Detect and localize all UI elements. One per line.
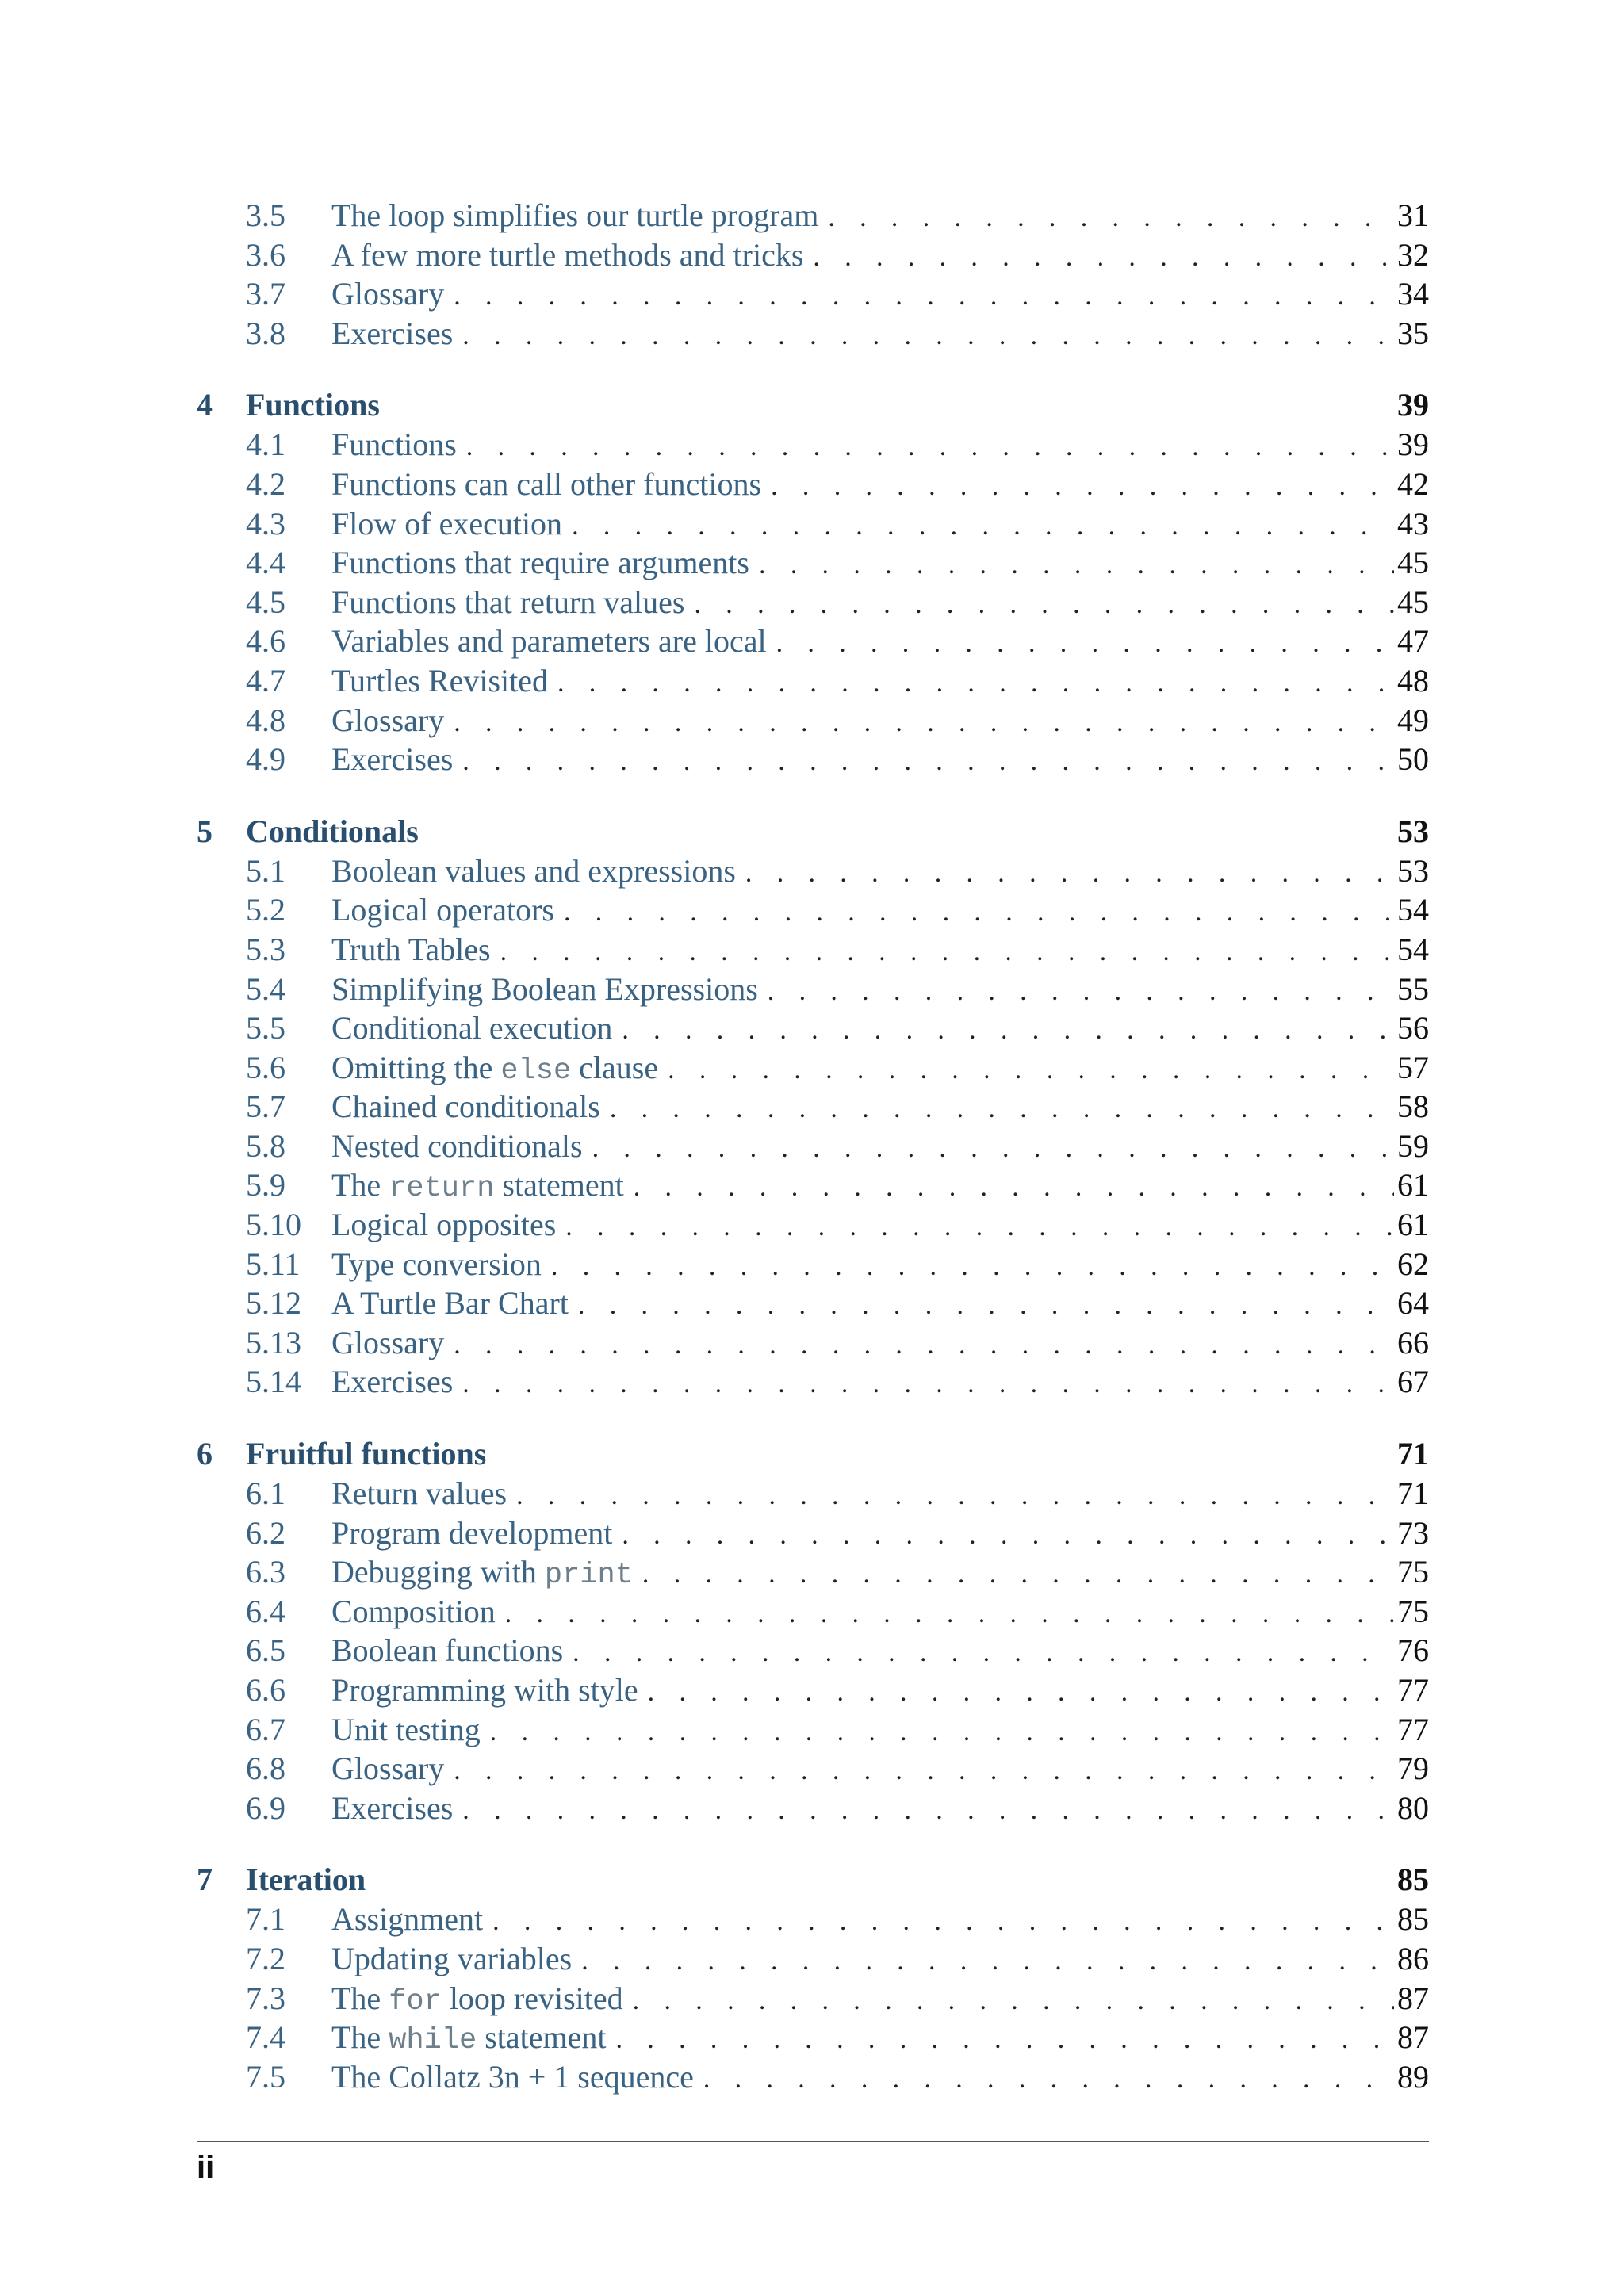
- section-number: 4.6: [246, 623, 285, 660]
- section-page-number: 86: [1397, 1940, 1429, 1976]
- section-title-text: clause: [571, 1049, 659, 1085]
- toc-entry-4.4[interactable]: [197, 544, 1429, 584]
- dot-leader: [454, 702, 1394, 739]
- toc-entry-5.9[interactable]: [197, 1166, 1429, 1206]
- chapter-title[interactable]: Iteration: [246, 1862, 366, 1898]
- dot-leader: [776, 622, 1394, 660]
- section-page-number: 71: [1397, 1475, 1429, 1512]
- section-title-text: loop revisited: [441, 1980, 623, 2016]
- toc-entry-6.3[interactable]: [197, 1553, 1429, 1593]
- section-number: 5.9: [246, 1167, 285, 1203]
- toc-chapter-4[interactable]: [197, 386, 1429, 426]
- section-page-number: 54: [1397, 931, 1429, 967]
- section-number: 7.2: [246, 1940, 285, 1976]
- section-title[interactable]: The loop simplifies our turtle program: [331, 197, 819, 233]
- section-title[interactable]: Functions can call other functions: [331, 465, 762, 502]
- section-title[interactable]: Updating variables: [331, 1940, 573, 1976]
- toc-entry-5.1[interactable]: [197, 852, 1429, 892]
- toc-chapter-6[interactable]: [197, 1435, 1429, 1475]
- section-page-number: 47: [1397, 623, 1429, 660]
- chapter-page-number: 53: [1397, 813, 1429, 849]
- section-title[interactable]: Programming with style: [331, 1672, 638, 1708]
- toc-entry-6.8[interactable]: [197, 1750, 1429, 1789]
- chapter-title[interactable]: Conditionals: [246, 813, 419, 849]
- dot-leader: [462, 740, 1394, 778]
- dot-leader: [565, 1206, 1394, 1243]
- section-title[interactable]: [331, 1980, 633, 2019]
- section-page-number: 67: [1397, 1364, 1429, 1400]
- section-number: 4.2: [246, 465, 285, 502]
- dot-leader: [500, 931, 1394, 968]
- toc-entry-3.8[interactable]: [197, 315, 1429, 354]
- toc-entry-6.6[interactable]: [197, 1671, 1429, 1711]
- section-page-number: 31: [1397, 197, 1429, 233]
- chapter-page-number: 39: [1397, 387, 1429, 423]
- section-page-number: 89: [1397, 2058, 1429, 2095]
- toc-entry-5.8[interactable]: [197, 1127, 1429, 1167]
- toc-entry-6.1[interactable]: [197, 1475, 1429, 1514]
- dot-leader: [454, 1324, 1394, 1361]
- section-number: 7.1: [246, 1901, 285, 1938]
- section-number: 6.4: [246, 1593, 285, 1629]
- dot-leader: [581, 1940, 1394, 1977]
- section-page-number: 34: [1397, 276, 1429, 312]
- toc-entry-5.11[interactable]: [197, 1246, 1429, 1285]
- section-number: 6.1: [246, 1475, 285, 1512]
- section-number: 6.2: [246, 1514, 285, 1551]
- section-title[interactable]: Assignment: [331, 1901, 484, 1938]
- dot-leader: [592, 1127, 1394, 1165]
- dot-leader: [462, 315, 1394, 352]
- section-page-number: 56: [1397, 1010, 1429, 1047]
- section-number: 5.4: [246, 970, 285, 1007]
- section-number: 5.1: [246, 852, 285, 889]
- toc-entry-4.5[interactable]: [197, 584, 1429, 623]
- dot-leader: [573, 1632, 1394, 1669]
- section-page-number: 42: [1397, 465, 1429, 502]
- toc-entry-5.13[interactable]: [197, 1324, 1429, 1364]
- toc-entry-5.5[interactable]: [197, 1009, 1429, 1049]
- toc-entry-7.4[interactable]: [197, 2019, 1429, 2058]
- section-title[interactable]: Glossary: [331, 1324, 445, 1360]
- section-title[interactable]: Logical opposites: [331, 1207, 557, 1243]
- section-title[interactable]: Glossary: [331, 1751, 445, 1787]
- dot-leader: [610, 1088, 1394, 1125]
- dot-leader: [813, 236, 1394, 274]
- section-number: 5.13: [246, 1324, 301, 1360]
- page-footer: [197, 2141, 1429, 2186]
- section-page-number: 61: [1397, 1167, 1429, 1203]
- toc-entry-6.2[interactable]: [197, 1514, 1429, 1554]
- section-page-number: 73: [1397, 1514, 1429, 1551]
- section-number: 6.8: [246, 1751, 285, 1787]
- section-number: 4.1: [246, 427, 285, 463]
- toc-entry-7.1[interactable]: [197, 1900, 1429, 1940]
- section-title[interactable]: Exercises: [331, 1364, 454, 1400]
- section-page-number: 79: [1397, 1751, 1429, 1787]
- section-number: 3.6: [246, 236, 285, 273]
- section-title[interactable]: Variables and parameters are local: [331, 623, 767, 660]
- chapter-number: 4: [197, 387, 213, 423]
- dot-leader: [622, 1514, 1394, 1552]
- section-number: 6.7: [246, 1711, 285, 1747]
- section-page-number: 45: [1397, 545, 1429, 581]
- section-page-number: 80: [1397, 1789, 1429, 1826]
- section-number: 7.4: [246, 2019, 285, 2056]
- section-title[interactable]: Flow of execution: [331, 505, 563, 541]
- section-title-text: statement: [494, 1167, 624, 1203]
- section-title[interactable]: Exercises: [331, 1789, 454, 1826]
- section-title-code: else: [500, 1054, 572, 1088]
- section-title-code: print: [544, 1559, 633, 1593]
- dot-leader: [771, 465, 1394, 503]
- section-page-number: 87: [1397, 1980, 1429, 2016]
- section-title[interactable]: Simplifying Boolean Expressions: [331, 970, 758, 1007]
- dot-leader: [694, 584, 1394, 621]
- section-title[interactable]: Conditional execution: [331, 1010, 613, 1047]
- section-title[interactable]: Type conversion: [331, 1246, 542, 1282]
- section-number: 6.9: [246, 1789, 285, 1826]
- section-number: 7.3: [246, 1980, 285, 2016]
- section-page-number: 35: [1397, 315, 1429, 351]
- section-title[interactable]: Composition: [331, 1593, 496, 1629]
- section-number: 7.5: [246, 2058, 285, 2095]
- section-page-number: 32: [1397, 236, 1429, 273]
- section-page-number: 66: [1397, 1324, 1429, 1360]
- chapter-title[interactable]: Fruitful functions: [246, 1436, 487, 1472]
- toc-entry-6.5[interactable]: [197, 1632, 1429, 1671]
- section-page-number: 58: [1397, 1089, 1429, 1125]
- dot-leader: [454, 1750, 1394, 1787]
- dot-leader: [516, 1475, 1394, 1512]
- section-page-number: 75: [1397, 1554, 1429, 1590]
- toc-entry-4.1[interactable]: [197, 426, 1429, 465]
- section-number: 5.5: [246, 1010, 285, 1047]
- dot-leader: [492, 1900, 1394, 1938]
- toc-entry-7.3[interactable]: [197, 1980, 1429, 2019]
- table-of-contents: [197, 197, 1429, 2097]
- toc-entry-6.7[interactable]: [197, 1711, 1429, 1751]
- section-page-number: 49: [1397, 702, 1429, 738]
- toc-entry-3.5[interactable]: [197, 197, 1429, 236]
- toc-entry-6.4[interactable]: [197, 1593, 1429, 1632]
- section-title[interactable]: A Turtle Bar Chart: [331, 1285, 569, 1322]
- section-title[interactable]: Return values: [331, 1475, 508, 1512]
- toc-entry-5.10[interactable]: [197, 1206, 1429, 1246]
- section-title-text: statement: [477, 2019, 607, 2056]
- section-number: 4.5: [246, 584, 285, 620]
- section-title[interactable]: Boolean values and expressions: [331, 852, 736, 889]
- section-title[interactable]: Chained conditionals: [331, 1089, 600, 1125]
- toc-entry-3.6[interactable]: [197, 236, 1429, 276]
- section-number: 5.8: [246, 1127, 285, 1164]
- dot-leader: [634, 1166, 1394, 1203]
- section-page-number: 77: [1397, 1672, 1429, 1708]
- section-title[interactable]: A few more turtle methods and tricks: [331, 236, 804, 273]
- section-page-number: 87: [1397, 2019, 1429, 2056]
- section-number: 5.14: [246, 1364, 301, 1400]
- section-title[interactable]: Boolean functions: [331, 1632, 564, 1669]
- dot-leader: [642, 1553, 1394, 1590]
- section-number: 5.6: [246, 1049, 285, 1085]
- section-title-code: return: [389, 1172, 495, 1206]
- section-page-number: 85: [1397, 1901, 1429, 1938]
- section-title[interactable]: Program development: [331, 1514, 613, 1551]
- dot-leader: [759, 544, 1394, 581]
- section-page-number: 62: [1397, 1246, 1429, 1282]
- section-title[interactable]: Functions that return values: [331, 584, 685, 620]
- section-page-number: 77: [1397, 1711, 1429, 1747]
- section-title[interactable]: [331, 1553, 642, 1592]
- section-title[interactable]: [331, 1049, 668, 1088]
- dot-leader: [572, 505, 1394, 542]
- toc-entry-6.9[interactable]: [197, 1789, 1429, 1829]
- toc-entry-5.4[interactable]: [197, 970, 1429, 1010]
- toc-entry-4.8[interactable]: [197, 702, 1429, 741]
- chapter-title[interactable]: Functions: [246, 387, 380, 423]
- section-title[interactable]: Truth Tables: [331, 931, 491, 967]
- chapter-page-number: 71: [1397, 1436, 1429, 1472]
- section-title[interactable]: Exercises: [331, 315, 454, 351]
- toc-entry-5.14[interactable]: [197, 1363, 1429, 1402]
- section-title[interactable]: The Collatz 3n + 1 sequence: [331, 2058, 694, 2095]
- toc-entry-5.3[interactable]: [197, 931, 1429, 970]
- dot-leader: [505, 1593, 1394, 1630]
- section-title-text: Omitting the: [331, 1049, 501, 1085]
- dot-leader: [745, 852, 1394, 890]
- section-number: 5.12: [246, 1285, 301, 1322]
- dot-leader: [454, 275, 1394, 312]
- section-title-text: The: [331, 1167, 389, 1203]
- toc-entry-4.9[interactable]: [197, 740, 1429, 780]
- section-number: 4.8: [246, 702, 285, 738]
- section-title[interactable]: Turtles Revisited: [331, 662, 548, 698]
- section-page-number: 55: [1397, 970, 1429, 1007]
- toc-chapter-7[interactable]: [197, 1861, 1429, 1900]
- section-number: 4.9: [246, 741, 285, 778]
- section-title[interactable]: [331, 2019, 616, 2057]
- section-number: 5.11: [246, 1246, 301, 1282]
- toc-entry-5.2[interactable]: [197, 891, 1429, 931]
- section-title-text: The: [331, 1980, 389, 2016]
- section-number: 6.3: [246, 1554, 285, 1590]
- section-number: 5.2: [246, 892, 285, 928]
- section-number: 5.3: [246, 931, 285, 967]
- section-page-number: 54: [1397, 892, 1429, 928]
- chapter-number: 6: [197, 1436, 213, 1472]
- toc-entry-7.2[interactable]: [197, 1940, 1429, 1980]
- section-title-text: The: [331, 2019, 389, 2056]
- toc-entry-7.5[interactable]: [197, 2058, 1429, 2098]
- section-title[interactable]: Functions: [331, 427, 457, 463]
- section-title[interactable]: Glossary: [331, 702, 445, 738]
- dot-leader: [462, 1363, 1394, 1400]
- toc-entry-4.6[interactable]: [197, 622, 1429, 662]
- chapter-number: 5: [197, 813, 213, 849]
- section-number: 4.7: [246, 662, 285, 698]
- section-page-number: 43: [1397, 505, 1429, 541]
- section-page-number: 76: [1397, 1632, 1429, 1669]
- page-number: ii: [197, 2150, 215, 2185]
- section-number: 5.7: [246, 1089, 285, 1125]
- section-page-number: 45: [1397, 584, 1429, 620]
- section-title[interactable]: Nested conditionals: [331, 1127, 583, 1164]
- section-number: 5.10: [246, 1207, 301, 1243]
- section-number: 4.3: [246, 505, 285, 541]
- section-title[interactable]: Logical operators: [331, 892, 554, 928]
- section-title[interactable]: Exercises: [331, 741, 454, 778]
- section-page-number: 39: [1397, 427, 1429, 463]
- section-page-number: 64: [1397, 1285, 1429, 1322]
- dot-leader: [648, 1671, 1394, 1709]
- dot-leader: [462, 1789, 1394, 1827]
- section-number: 6.6: [246, 1672, 285, 1708]
- section-number: 3.5: [246, 197, 285, 233]
- section-number: 4.4: [246, 545, 285, 581]
- dot-leader: [551, 1246, 1394, 1283]
- section-number: 6.5: [246, 1632, 285, 1669]
- dot-leader: [768, 970, 1394, 1008]
- chapter-number: 7: [197, 1862, 213, 1898]
- section-page-number: 53: [1397, 852, 1429, 889]
- dot-leader: [668, 1049, 1394, 1086]
- dot-leader: [490, 1711, 1394, 1748]
- section-title-text: Debugging with: [331, 1554, 545, 1590]
- section-title-code: while: [389, 2024, 477, 2058]
- dot-leader: [564, 891, 1394, 928]
- dot-leader: [622, 1009, 1394, 1047]
- footer-rule: [197, 2141, 1429, 2142]
- section-page-number: 75: [1397, 1593, 1429, 1629]
- toc-entry-4.7[interactable]: [197, 662, 1429, 702]
- section-number: 3.8: [246, 315, 285, 351]
- dot-leader: [466, 426, 1394, 463]
- section-page-number: 57: [1397, 1049, 1429, 1085]
- dot-leader: [633, 1980, 1394, 2017]
- dot-leader: [616, 2019, 1395, 2056]
- section-title[interactable]: Glossary: [331, 276, 445, 312]
- toc-entry-4.2[interactable]: [197, 465, 1429, 505]
- section-title[interactable]: Functions that require arguments: [331, 545, 749, 581]
- section-title-code: for: [389, 1984, 442, 2019]
- dot-leader: [557, 662, 1394, 699]
- toc-entry-3.7[interactable]: [197, 275, 1429, 315]
- dot-leader: [578, 1284, 1394, 1322]
- section-title[interactable]: Unit testing: [331, 1711, 481, 1747]
- section-page-number: 50: [1397, 741, 1429, 778]
- section-page-number: 48: [1397, 662, 1429, 698]
- toc-entry-5.12[interactable]: [197, 1284, 1429, 1324]
- section-number: 3.7: [246, 276, 285, 312]
- toc-chapter-5[interactable]: [197, 813, 1429, 852]
- toc-entry-4.3[interactable]: [197, 505, 1429, 545]
- dot-leader: [703, 2058, 1394, 2095]
- section-title[interactable]: [331, 1166, 634, 1205]
- section-page-number: 61: [1397, 1207, 1429, 1243]
- section-page-number: 59: [1397, 1127, 1429, 1164]
- chapter-page-number: 85: [1397, 1862, 1429, 1898]
- toc-entry-5.7[interactable]: [197, 1088, 1429, 1127]
- toc-entry-5.6[interactable]: [197, 1049, 1429, 1089]
- dot-leader: [828, 197, 1394, 234]
